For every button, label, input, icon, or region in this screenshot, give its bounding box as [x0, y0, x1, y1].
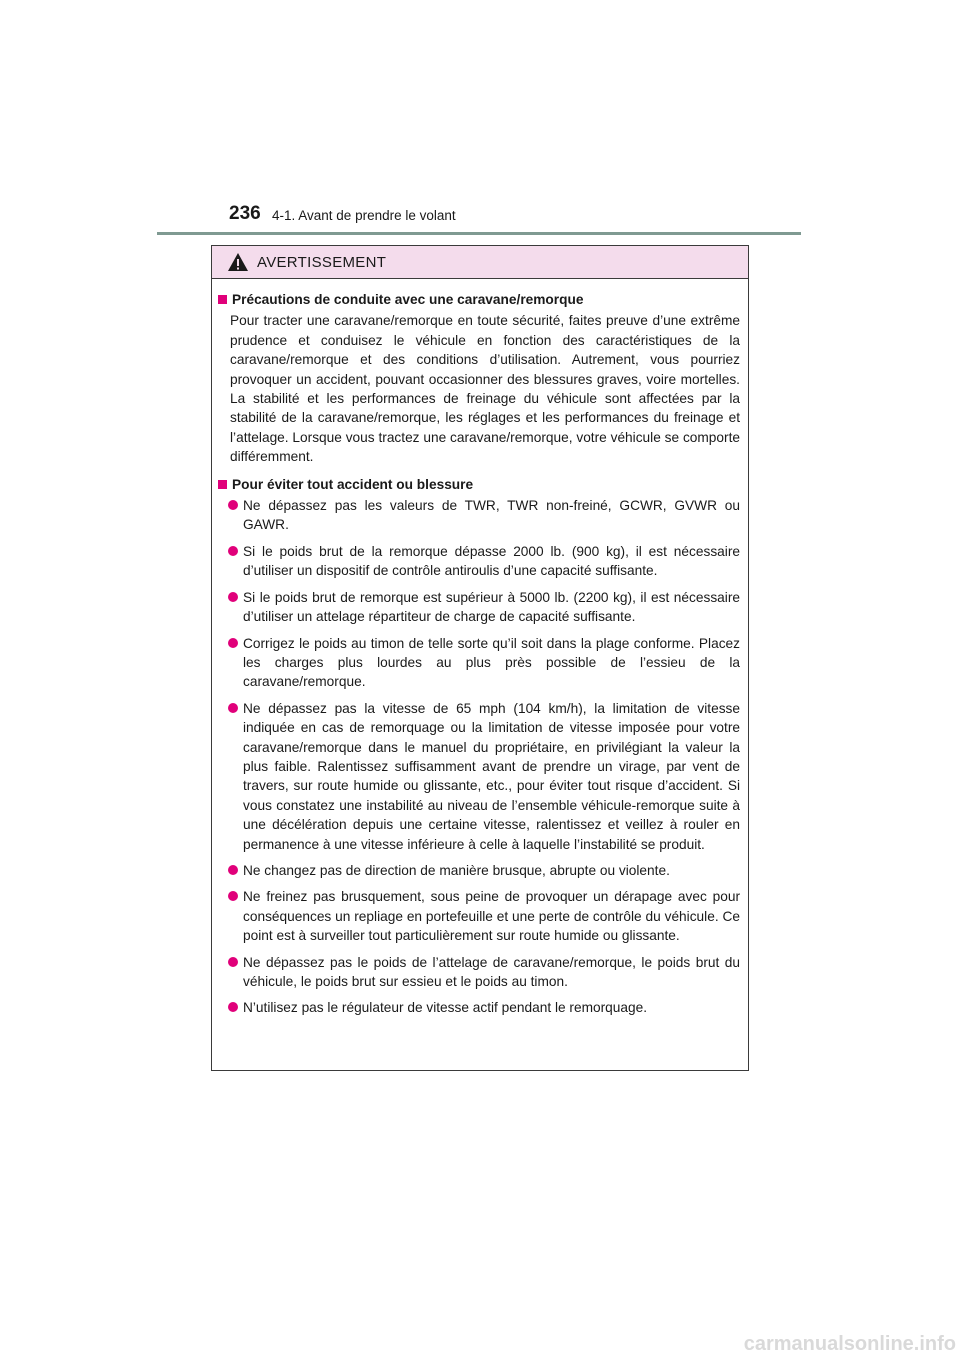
bullet-dot-icon — [228, 500, 238, 510]
svg-text:carmanualsonline.info: carmanualsonline.info — [743, 1333, 956, 1355]
bullet-dot-icon — [228, 891, 238, 901]
watermark — [740, 1330, 958, 1356]
bullet-dot-icon — [228, 1002, 238, 1012]
list-item: Ne dépassez pas les valeurs de TWR, TWR non-freiné, GCWR, GVWR ou GAWR. — [218, 496, 740, 535]
list-item: Ne dépassez pas la vitesse de 65 mph (104 km/h), la limitation de vitesse indiquée en cas de remorquage ou la limitation de vitesse imposée pour votre caravane/remorque dans le manuel du propriétaire, en privilégiant la valeur la plus faible. Ralentissez suffisamment avant de prendre un virage, par vent de travers, sur route humide ou glissante, etc., pour éviter tout risque d’accident. Si vous constatez une instabilité au niveau de l’ensemble véhicule-remorque suite à une décélération depuis une certaine vitesse, ralentissez et veillez à rouler en permanence à une vitesse inférieure à celle à laquelle l’instabilité se produit. — [218, 699, 740, 854]
section-heading: Précautions de conduite avec une caravane/remorque — [218, 290, 740, 309]
list-item: N’utilisez pas le régulateur de vitesse actif pendant le remorquage. — [218, 998, 740, 1017]
list-item: Ne dépassez pas le poids de l’attelage de caravane/remorque, le poids brut du véhicule, le poids brut sur essieu et le poids au timon. — [218, 953, 740, 992]
list-item: Ne freinez pas brusquement, sous peine de provoquer un dérapage avec pour conséquences un repliage en portefeuille et une perte de contrôle du véhicule. Ce point est à surveiller tout particulièrement sur route humide ou glissante. — [218, 887, 740, 945]
bullet-dot-icon — [228, 957, 238, 967]
bullet-dot-icon — [228, 703, 238, 713]
warning-body — [212, 279, 748, 1018]
list-item: Si le poids brut de remorque est supérieur à 5000 lb. (2200 kg), il est nécessaire d’utiliser un attelage répartiteur de charge de capacité suffisante. — [218, 588, 740, 627]
warning-triangle-icon — [227, 252, 249, 272]
bullet-dot-icon — [228, 592, 238, 602]
header-divider — [157, 232, 801, 235]
square-bullet-icon — [218, 295, 227, 304]
list-item: Si le poids brut de la remorque dépasse 2000 lb. (900 kg), il est nécessaire d’utiliser un dispositif de contrôle antiroulis d’une capacité suffisante. — [218, 542, 740, 581]
list-item: Ne changez pas de direction de manière brusque, abrupte ou violente. — [218, 861, 740, 880]
section-title: 4-1. Avant de prendre le volant — [272, 208, 456, 223]
bullet-dot-icon — [228, 638, 238, 648]
warning-title: AVERTISSEMENT — [257, 253, 387, 271]
page-number: 236 — [229, 203, 261, 224]
square-bullet-icon — [218, 480, 227, 489]
warning-header — [212, 246, 748, 279]
section-paragraph: Pour tracter une caravane/remorque en toute sécurité, faites preuve d’une extrême prudence et conduisez le véhicule en fonction des caractéristiques de la caravane/remorque et des conditions d’utilisation. Autrement, vous pourriez provoquer un accident, pouvant occasionner des blessures graves, voire mortelles. La stabilité et les performances de freinage du véhicule sont affectées par la stabilité de la caravane/remorque, les réglages et les performances du freinage et l’attelage. Lorsque vous tractez une caravane/remorque, votre véhicule se comporte différemment. — [230, 313, 740, 465]
list-item: Corrigez le poids au timon de telle sorte qu’il soit dans la plage conforme. Placez les charges plus lourdes au plus près possible de l’essieu de la caravane/remorque. — [218, 634, 740, 692]
section-heading: Pour éviter tout accident ou blessure — [218, 475, 740, 494]
bullet-dot-icon — [228, 865, 238, 875]
bullet-dot-icon — [228, 546, 238, 556]
warning-box — [211, 245, 749, 1071]
